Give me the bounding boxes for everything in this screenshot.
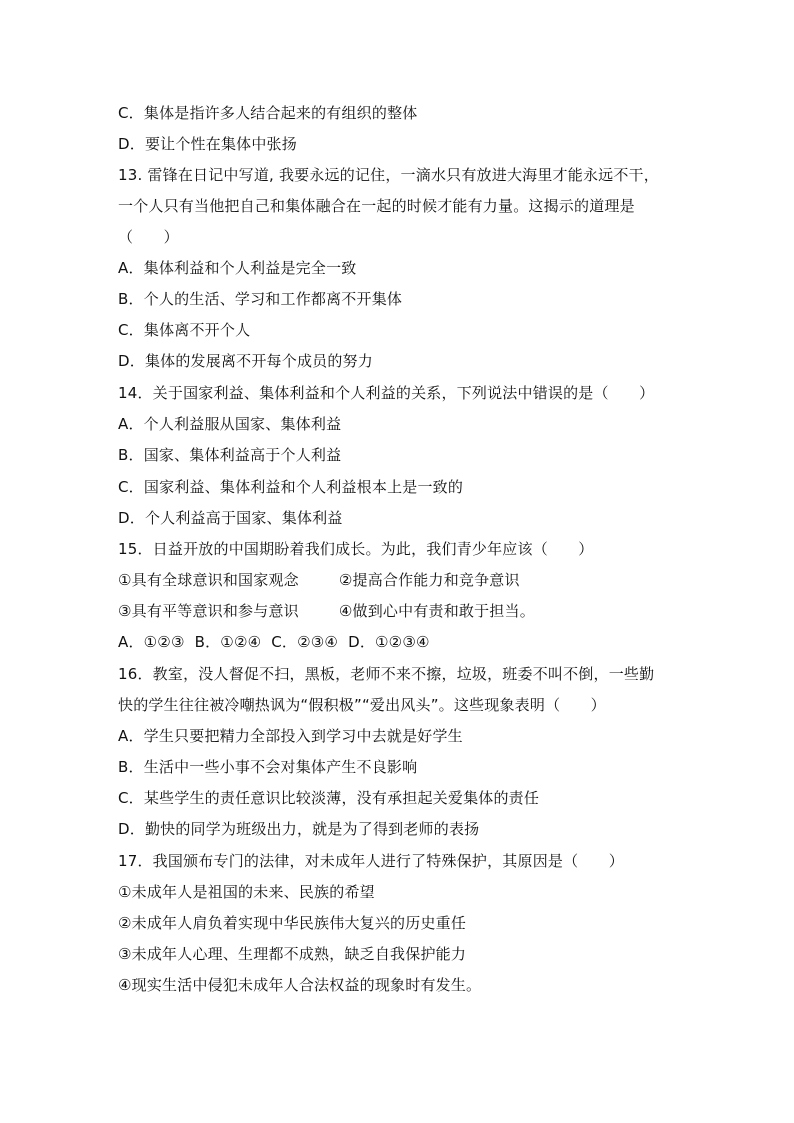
q17-item-1: ①未成年人是祖国的未来、民族的希望 [118,883,375,901]
q17-item-3: ③未成年人心理、生理都不成熟，缺乏自我保护能力 [118,945,467,963]
q15-option-a: A．①②③ [118,633,185,651]
q14-option-b: B．国家、集体利益高于个人利益 [118,446,342,464]
q14-stem: 14．关于国家利益、集体利益和个人利益的关系，下列说法中错误的是（ ） [118,384,655,402]
q14-option-a: A．个人利益服从国家、集体利益 [118,415,342,433]
q15-item-4: ④做到心中有责和敢于担当。 [338,602,535,620]
q16-stem-line-2: 快的学生往往被冷嘲热讽为“假积极”“爱出风头”。这些现象表明（ ） [118,696,606,714]
q13-stem-line-1: 13. 雷锋在日记中写道, 我要永远的记住，一滴水只有放进大海里才能永远不干， [118,166,659,184]
q13-stem-line-3: （ ） [118,228,179,246]
q16-option-d: D．勤快的同学为班级出力，就是为了得到老师的表扬 [118,820,480,838]
q17-item-2: ②未成年人肩负着实现中华民族伟大复兴的历史重任 [118,914,467,932]
q15-option-d: D．①②③④ [348,633,430,651]
q17-item-4: ④现实生活中侵犯未成年人合法权益的现象时有发生。 [118,976,482,994]
q12-option-c: C．集体是指许多人结合起来的有组织的整体 [118,104,418,122]
q15-stem: 15．日益开放的中国期盼着我们成长。为此，我们青少年应该（ ） [118,540,594,558]
q16-stem-line-1: 16．教室，没人督促不扫，黑板，老师不来不擦，垃圾，班委不叫不倒，一些勤 [118,665,655,683]
q16-option-b: B．生活中一些小事不会对集体产生不良影响 [118,758,418,776]
q15-item-3: ③具有平等意识和参与意识 [118,602,299,620]
q13-stem-line-2: 一个人只有当他把自己和集体融合在一起的时候才能有力量。这揭示的道理是 [118,197,635,215]
q14-option-c: C．国家利益、集体利益和个人利益根本上是一致的 [118,478,464,496]
q17-stem: 17．我国颁布专门的法律，对未成年人进行了特殊保护，其原因是（ ） [118,852,624,870]
q14-option-d: D．个人利益高于国家、集体利益 [118,509,343,527]
q15-item-1: ①具有全球意识和国家观念 [118,571,299,589]
q15-items-row-1 [118,570,520,590]
q12-option-d: D．要让个性在集体中张扬 [118,135,297,153]
q15-item-2: ②提高合作能力和竞争意识 [338,571,520,589]
q16-option-c: C．某些学生的责任意识比较淡薄，没有承担起关爱集体的责任 [118,789,540,807]
q15-options-row [118,632,430,652]
q13-option-b: B．个人的生活、学习和工作都离不开集体 [118,290,403,308]
q13-option-c: C．集体离不开个人 [118,321,251,339]
q15-items-row-2 [118,601,535,621]
q13-option-a: A．集体利益和个人利益是完全一致 [118,259,357,277]
q15-option-b: B．①②④ [194,633,262,651]
q15-option-c: C．②③④ [271,633,339,651]
q16-option-a: A．学生只要把精力全部投入到学习中去就是好学生 [118,727,463,745]
q13-option-d: D．集体的发展离不开每个成员的努力 [118,352,373,370]
